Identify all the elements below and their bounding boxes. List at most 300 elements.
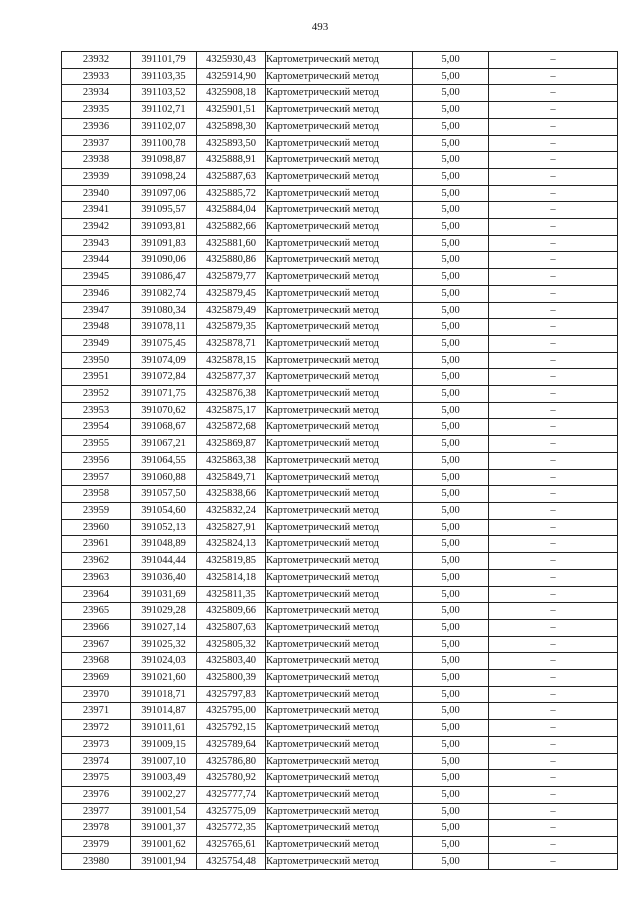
coordinate-y-cell: 4325879,77 [197, 269, 266, 286]
table-row [62, 352, 618, 369]
description-cell: – [489, 736, 618, 753]
method-cell: Картометрический метод [266, 820, 413, 837]
accuracy-cell: 5,00 [413, 853, 489, 870]
accuracy-cell: 5,00 [413, 68, 489, 85]
method-cell: Картометрический метод [266, 636, 413, 653]
coordinate-x-cell: 391071,75 [131, 386, 197, 403]
coordinate-y-cell: 4325876,38 [197, 386, 266, 403]
method-cell: Картометрический метод [266, 419, 413, 436]
point-number-cell: 23974 [62, 753, 131, 770]
description-cell: – [489, 335, 618, 352]
method-cell: Картометрический метод [266, 185, 413, 202]
coordinate-x-cell: 391052,13 [131, 519, 197, 536]
table-row [62, 118, 618, 135]
coordinate-x-cell: 391090,06 [131, 252, 197, 269]
table-row [62, 285, 618, 302]
coordinate-x-cell: 391086,47 [131, 269, 197, 286]
accuracy-cell: 5,00 [413, 335, 489, 352]
coordinate-y-cell: 4325849,71 [197, 469, 266, 486]
table-row [62, 853, 618, 870]
coordinate-x-cell: 391001,94 [131, 853, 197, 870]
coordinate-y-cell: 4325800,39 [197, 670, 266, 687]
method-cell: Картометрический метод [266, 168, 413, 185]
table-row [62, 168, 618, 185]
coordinate-x-cell: 391067,21 [131, 436, 197, 453]
table-row [62, 653, 618, 670]
point-number-cell: 23979 [62, 837, 131, 854]
description-cell: – [489, 386, 618, 403]
coordinate-x-cell: 391021,60 [131, 670, 197, 687]
point-number-cell: 23941 [62, 202, 131, 219]
point-number-cell: 23942 [62, 219, 131, 236]
coordinate-x-cell: 391100,78 [131, 135, 197, 152]
coordinate-y-cell: 4325908,18 [197, 85, 266, 102]
accuracy-cell: 5,00 [413, 152, 489, 169]
coordinate-x-cell: 391057,50 [131, 486, 197, 503]
coordinate-y-cell: 4325754,48 [197, 853, 266, 870]
coordinate-x-cell: 391029,28 [131, 603, 197, 620]
coordinate-x-cell: 391064,55 [131, 452, 197, 469]
coordinate-y-cell: 4325814,18 [197, 569, 266, 586]
coordinate-y-cell: 4325811,35 [197, 586, 266, 603]
coordinate-y-cell: 4325878,71 [197, 335, 266, 352]
point-number-cell: 23938 [62, 152, 131, 169]
page-number: 493 [311, 21, 329, 33]
method-cell: Картометрический метод [266, 152, 413, 169]
table-row [62, 519, 618, 536]
table-row [62, 152, 618, 169]
point-number-cell: 23944 [62, 252, 131, 269]
method-cell: Картометрический метод [266, 653, 413, 670]
point-number-cell: 23953 [62, 402, 131, 419]
coordinate-y-cell: 4325875,17 [197, 402, 266, 419]
coordinate-y-cell: 4325789,64 [197, 736, 266, 753]
description-cell: – [489, 452, 618, 469]
coordinate-x-cell: 391011,61 [131, 720, 197, 737]
point-number-cell: 23951 [62, 369, 131, 386]
coordinate-y-cell: 4325777,74 [197, 786, 266, 803]
method-cell: Картометрический метод [266, 68, 413, 85]
point-number-cell: 23947 [62, 302, 131, 319]
table-row [62, 319, 618, 336]
table-row [62, 703, 618, 720]
coordinate-y-cell: 4325772,35 [197, 820, 266, 837]
method-cell: Картометрический метод [266, 202, 413, 219]
accuracy-cell: 5,00 [413, 653, 489, 670]
table-row [62, 670, 618, 687]
description-cell: – [489, 235, 618, 252]
point-number-cell: 23975 [62, 770, 131, 787]
coordinate-x-cell: 391102,71 [131, 102, 197, 119]
point-number-cell: 23963 [62, 569, 131, 586]
method-cell: Картометрический метод [266, 670, 413, 687]
coordinate-y-cell: 4325893,50 [197, 135, 266, 152]
table-row [62, 636, 618, 653]
coordinate-y-cell: 4325879,49 [197, 302, 266, 319]
coordinate-x-cell: 391097,06 [131, 185, 197, 202]
table-row [62, 753, 618, 770]
coordinate-x-cell: 391024,03 [131, 653, 197, 670]
description-cell: – [489, 402, 618, 419]
table-row [62, 386, 618, 403]
coordinate-y-cell: 4325879,45 [197, 285, 266, 302]
method-cell: Картометрический метод [266, 753, 413, 770]
coordinate-x-cell: 391078,11 [131, 319, 197, 336]
coordinate-x-cell: 391070,62 [131, 402, 197, 419]
description-cell: – [489, 502, 618, 519]
coordinate-y-cell: 4325780,92 [197, 770, 266, 787]
method-cell: Картометрический метод [266, 118, 413, 135]
accuracy-cell: 5,00 [413, 536, 489, 553]
table-row [62, 335, 618, 352]
accuracy-cell: 5,00 [413, 118, 489, 135]
description-cell: – [489, 252, 618, 269]
description-cell: – [489, 269, 618, 286]
coordinate-y-cell: 4325863,38 [197, 452, 266, 469]
accuracy-cell: 5,00 [413, 820, 489, 837]
coordinate-y-cell: 4325930,43 [197, 52, 266, 69]
method-cell: Картометрический метод [266, 803, 413, 820]
description-cell: – [489, 603, 618, 620]
table-row [62, 469, 618, 486]
table-row [62, 720, 618, 737]
coordinate-x-cell: 391095,57 [131, 202, 197, 219]
point-number-cell: 23980 [62, 853, 131, 870]
coordinate-y-cell: 4325888,91 [197, 152, 266, 169]
table-row [62, 235, 618, 252]
point-number-cell: 23939 [62, 168, 131, 185]
accuracy-cell: 5,00 [413, 319, 489, 336]
point-number-cell: 23962 [62, 553, 131, 570]
point-number-cell: 23966 [62, 619, 131, 636]
point-number-cell: 23949 [62, 335, 131, 352]
table-row [62, 736, 618, 753]
description-cell: – [489, 168, 618, 185]
description-cell: – [489, 853, 618, 870]
point-number-cell: 23945 [62, 269, 131, 286]
description-cell: – [489, 202, 618, 219]
point-number-cell: 23976 [62, 786, 131, 803]
table-row [62, 52, 618, 69]
description-cell: – [489, 619, 618, 636]
coordinate-x-cell: 391098,24 [131, 168, 197, 185]
accuracy-cell: 5,00 [413, 803, 489, 820]
coordinate-y-cell: 4325797,83 [197, 686, 266, 703]
coordinate-y-cell: 4325775,09 [197, 803, 266, 820]
point-number-cell: 23967 [62, 636, 131, 653]
method-cell: Картометрический метод [266, 786, 413, 803]
description-cell: – [489, 686, 618, 703]
coordinate-x-cell: 391036,40 [131, 569, 197, 586]
accuracy-cell: 5,00 [413, 185, 489, 202]
coordinate-x-cell: 391001,62 [131, 837, 197, 854]
coordinate-x-cell: 391001,54 [131, 803, 197, 820]
table-row [62, 135, 618, 152]
description-cell: – [489, 85, 618, 102]
accuracy-cell: 5,00 [413, 486, 489, 503]
table-row [62, 686, 618, 703]
description-cell: – [489, 369, 618, 386]
table-row [62, 68, 618, 85]
coordinate-x-cell: 391082,74 [131, 285, 197, 302]
accuracy-cell: 5,00 [413, 135, 489, 152]
accuracy-cell: 5,00 [413, 753, 489, 770]
coordinate-y-cell: 4325765,61 [197, 837, 266, 854]
method-cell: Картометрический метод [266, 436, 413, 453]
coordinates-table [61, 51, 618, 870]
coordinate-y-cell: 4325795,00 [197, 703, 266, 720]
point-number-cell: 23965 [62, 603, 131, 620]
method-cell: Картометрический метод [266, 285, 413, 302]
method-cell: Картометрический метод [266, 319, 413, 336]
accuracy-cell: 5,00 [413, 569, 489, 586]
accuracy-cell: 5,00 [413, 786, 489, 803]
coordinate-y-cell: 4325878,15 [197, 352, 266, 369]
table-row [62, 252, 618, 269]
table-row [62, 452, 618, 469]
coordinate-x-cell: 391091,83 [131, 235, 197, 252]
method-cell: Картометрический метод [266, 219, 413, 236]
accuracy-cell: 5,00 [413, 519, 489, 536]
coordinate-y-cell: 4325885,72 [197, 185, 266, 202]
description-cell: – [489, 52, 618, 69]
method-cell: Картометрический метод [266, 486, 413, 503]
table-row [62, 402, 618, 419]
point-number-cell: 23932 [62, 52, 131, 69]
accuracy-cell: 5,00 [413, 603, 489, 620]
coordinate-y-cell: 4325901,51 [197, 102, 266, 119]
accuracy-cell: 5,00 [413, 586, 489, 603]
description-cell: – [489, 486, 618, 503]
method-cell: Картометрический метод [266, 135, 413, 152]
method-cell: Картометрический метод [266, 553, 413, 570]
description-cell: – [489, 519, 618, 536]
method-cell: Картометрический метод [266, 302, 413, 319]
point-number-cell: 23969 [62, 670, 131, 687]
coordinate-y-cell: 4325879,35 [197, 319, 266, 336]
accuracy-cell: 5,00 [413, 85, 489, 102]
point-number-cell: 23933 [62, 68, 131, 85]
coordinate-y-cell: 4325882,66 [197, 219, 266, 236]
coordinate-y-cell: 4325786,80 [197, 753, 266, 770]
description-cell: – [489, 820, 618, 837]
description-cell: – [489, 753, 618, 770]
point-number-cell: 23950 [62, 352, 131, 369]
table-row [62, 553, 618, 570]
coordinate-x-cell: 391003,49 [131, 770, 197, 787]
coordinate-y-cell: 4325869,87 [197, 436, 266, 453]
accuracy-cell: 5,00 [413, 402, 489, 419]
coordinate-y-cell: 4325838,66 [197, 486, 266, 503]
coordinate-x-cell: 391018,71 [131, 686, 197, 703]
method-cell: Картометрический метод [266, 720, 413, 737]
coordinate-x-cell: 391048,89 [131, 536, 197, 553]
coordinate-x-cell: 391103,52 [131, 85, 197, 102]
description-cell: – [489, 152, 618, 169]
table-row [62, 369, 618, 386]
point-number-cell: 23936 [62, 118, 131, 135]
accuracy-cell: 5,00 [413, 369, 489, 386]
coordinate-x-cell: 391072,84 [131, 369, 197, 386]
description-cell: – [489, 786, 618, 803]
table-row [62, 619, 618, 636]
coordinate-x-cell: 391044,44 [131, 553, 197, 570]
coordinate-x-cell: 391074,09 [131, 352, 197, 369]
accuracy-cell: 5,00 [413, 770, 489, 787]
point-number-cell: 23960 [62, 519, 131, 536]
coordinate-y-cell: 4325881,60 [197, 235, 266, 252]
point-number-cell: 23971 [62, 703, 131, 720]
description-cell: – [489, 720, 618, 737]
coordinate-x-cell: 391098,87 [131, 152, 197, 169]
table-row [62, 536, 618, 553]
description-cell: – [489, 536, 618, 553]
coordinate-y-cell: 4325914,90 [197, 68, 266, 85]
description-cell: – [489, 285, 618, 302]
coordinate-y-cell: 4325898,30 [197, 118, 266, 135]
accuracy-cell: 5,00 [413, 720, 489, 737]
point-number-cell: 23959 [62, 502, 131, 519]
accuracy-cell: 5,00 [413, 386, 489, 403]
description-cell: – [489, 670, 618, 687]
method-cell: Картометрический метод [266, 452, 413, 469]
point-number-cell: 23934 [62, 85, 131, 102]
method-cell: Картометрический метод [266, 536, 413, 553]
accuracy-cell: 5,00 [413, 837, 489, 854]
method-cell: Картометрический метод [266, 469, 413, 486]
coordinate-x-cell: 391101,79 [131, 52, 197, 69]
accuracy-cell: 5,00 [413, 52, 489, 69]
accuracy-cell: 5,00 [413, 419, 489, 436]
accuracy-cell: 5,00 [413, 102, 489, 119]
table-row [62, 436, 618, 453]
coordinate-x-cell: 391007,10 [131, 753, 197, 770]
accuracy-cell: 5,00 [413, 636, 489, 653]
accuracy-cell: 5,00 [413, 553, 489, 570]
table-row [62, 803, 618, 820]
accuracy-cell: 5,00 [413, 452, 489, 469]
point-number-cell: 23952 [62, 386, 131, 403]
method-cell: Картометрический метод [266, 519, 413, 536]
coordinate-x-cell: 391080,34 [131, 302, 197, 319]
coordinate-x-cell: 391068,67 [131, 419, 197, 436]
point-number-cell: 23964 [62, 586, 131, 603]
coordinate-y-cell: 4325872,68 [197, 419, 266, 436]
point-number-cell: 23977 [62, 803, 131, 820]
coordinate-y-cell: 4325884,04 [197, 202, 266, 219]
coordinate-y-cell: 4325827,91 [197, 519, 266, 536]
description-cell: – [489, 436, 618, 453]
method-cell: Картометрический метод [266, 352, 413, 369]
accuracy-cell: 5,00 [413, 686, 489, 703]
description-cell: – [489, 703, 618, 720]
description-cell: – [489, 185, 618, 202]
method-cell: Картометрический метод [266, 402, 413, 419]
accuracy-cell: 5,00 [413, 703, 489, 720]
method-cell: Картометрический метод [266, 603, 413, 620]
coordinate-x-cell: 391103,35 [131, 68, 197, 85]
table-row [62, 603, 618, 620]
accuracy-cell: 5,00 [413, 352, 489, 369]
accuracy-cell: 5,00 [413, 219, 489, 236]
table-row [62, 502, 618, 519]
point-number-cell: 23968 [62, 653, 131, 670]
point-number-cell: 23935 [62, 102, 131, 119]
point-number-cell: 23972 [62, 720, 131, 737]
point-number-cell: 23943 [62, 235, 131, 252]
method-cell: Картометрический метод [266, 837, 413, 854]
table-row [62, 302, 618, 319]
accuracy-cell: 5,00 [413, 736, 489, 753]
coordinate-x-cell: 391014,87 [131, 703, 197, 720]
accuracy-cell: 5,00 [413, 436, 489, 453]
method-cell: Картометрический метод [266, 335, 413, 352]
description-cell: – [489, 302, 618, 319]
table-row [62, 202, 618, 219]
table-row [62, 486, 618, 503]
method-cell: Картометрический метод [266, 52, 413, 69]
coordinate-x-cell: 391093,81 [131, 219, 197, 236]
table-row [62, 837, 618, 854]
method-cell: Картометрический метод [266, 252, 413, 269]
point-number-cell: 23955 [62, 436, 131, 453]
coordinate-y-cell: 4325805,32 [197, 636, 266, 653]
description-cell: – [489, 135, 618, 152]
method-cell: Картометрический метод [266, 853, 413, 870]
table-row [62, 569, 618, 586]
accuracy-cell: 5,00 [413, 285, 489, 302]
method-cell: Картометрический метод [266, 235, 413, 252]
description-cell: – [489, 419, 618, 436]
coordinate-x-cell: 391031,69 [131, 586, 197, 603]
table-row [62, 85, 618, 102]
table-row [62, 770, 618, 787]
description-cell: – [489, 68, 618, 85]
description-cell: – [489, 653, 618, 670]
accuracy-cell: 5,00 [413, 252, 489, 269]
description-cell: – [489, 219, 618, 236]
accuracy-cell: 5,00 [413, 168, 489, 185]
coordinate-x-cell: 391054,60 [131, 502, 197, 519]
accuracy-cell: 5,00 [413, 469, 489, 486]
point-number-cell: 23948 [62, 319, 131, 336]
coordinate-y-cell: 4325803,40 [197, 653, 266, 670]
coordinate-y-cell: 4325792,15 [197, 720, 266, 737]
accuracy-cell: 5,00 [413, 502, 489, 519]
accuracy-cell: 5,00 [413, 619, 489, 636]
coordinate-y-cell: 4325809,66 [197, 603, 266, 620]
accuracy-cell: 5,00 [413, 670, 489, 687]
point-number-cell: 23958 [62, 486, 131, 503]
coordinate-x-cell: 391060,88 [131, 469, 197, 486]
method-cell: Картометрический метод [266, 703, 413, 720]
point-number-cell: 23946 [62, 285, 131, 302]
method-cell: Картометрический метод [266, 619, 413, 636]
coordinate-y-cell: 4325832,24 [197, 502, 266, 519]
table-row [62, 269, 618, 286]
table-row [62, 786, 618, 803]
coordinate-y-cell: 4325880,86 [197, 252, 266, 269]
description-cell: – [489, 553, 618, 570]
method-cell: Картометрический метод [266, 770, 413, 787]
method-cell: Картометрический метод [266, 686, 413, 703]
accuracy-cell: 5,00 [413, 202, 489, 219]
description-cell: – [489, 770, 618, 787]
point-number-cell: 23970 [62, 686, 131, 703]
method-cell: Картометрический метод [266, 269, 413, 286]
table-row [62, 102, 618, 119]
coordinate-y-cell: 4325819,85 [197, 553, 266, 570]
